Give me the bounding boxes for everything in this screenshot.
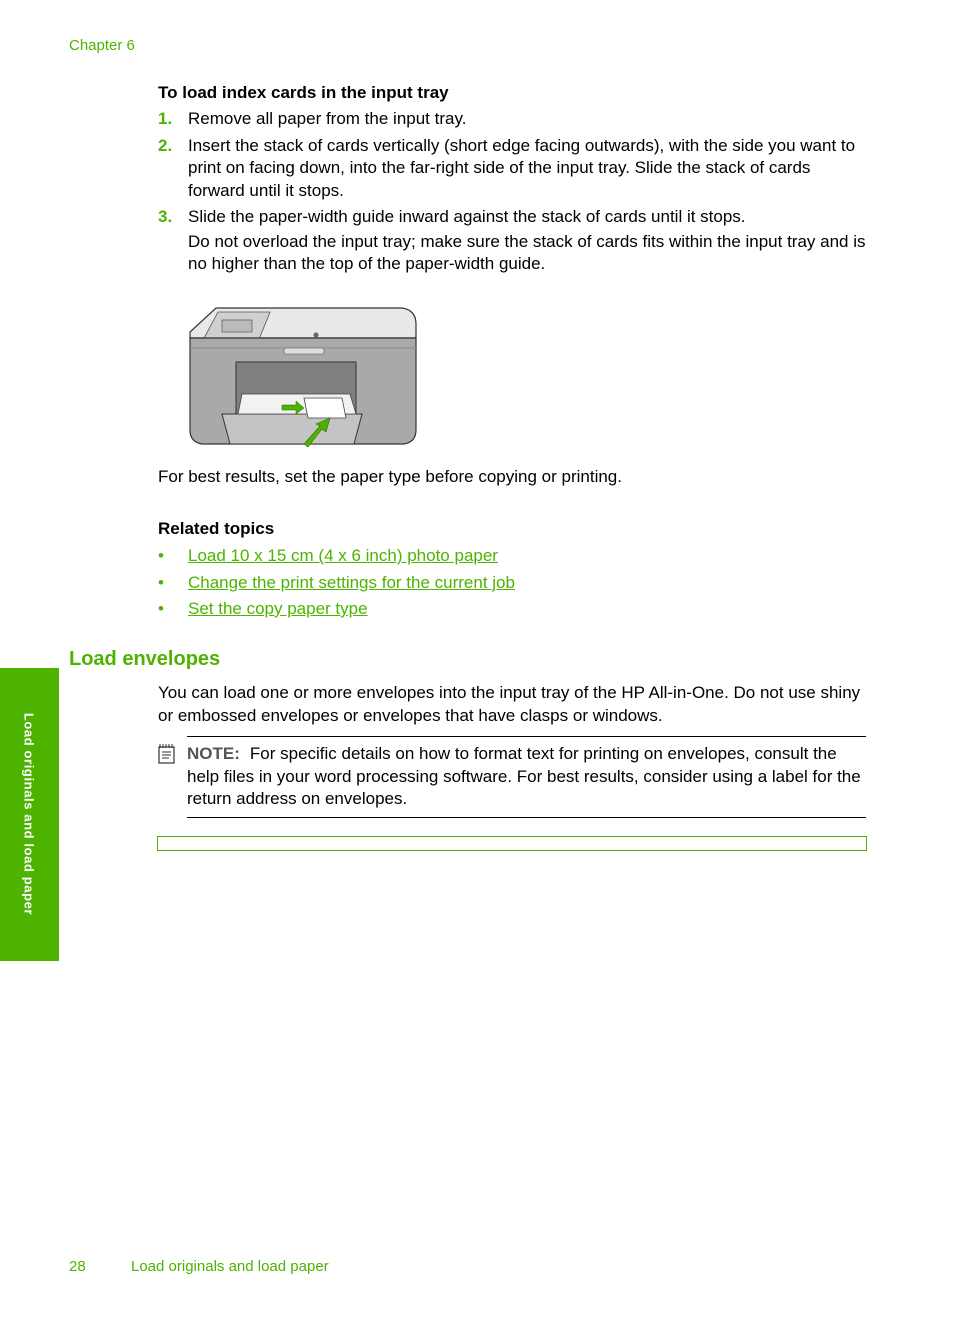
related-links-list [158, 545, 515, 625]
link-print-settings[interactable]: Change the print settings for the current job [188, 572, 515, 592]
step-text: Slide the paper-width guide inward against the stack of cards until it stops. [188, 207, 746, 226]
step-1 [158, 108, 870, 131]
note-divider-top [187, 736, 866, 737]
note-label: NOTE: [187, 744, 240, 763]
steps-list [158, 108, 870, 280]
step-extra-text: Do not overload the input tray; make sure the stack of cards fits within the input tray and is no higher than the top of the paper-width guide. [188, 231, 866, 273]
best-results-text: For best results, set the paper type before copying or printing. [158, 467, 622, 486]
step-text: Remove all paper from the input tray. [188, 109, 467, 128]
note-icon [157, 743, 179, 765]
list-item [158, 598, 515, 620]
step-2 [158, 135, 870, 203]
section-paragraph: You can load one or more envelopes into the input tray of the HP All-in-One. Do not use shiny or embossed envelopes or envelopes that have clasps or windows. [158, 683, 861, 725]
chapter-label: Chapter 6 [69, 37, 135, 54]
step-text: Insert the stack of cards vertically (short edge facing outwards), with the side you want to print on facing down, into the far-right side of the input tray. Slide the stack of cards forward until it stops. [188, 135, 856, 200]
note-text: For specific details on how to format text for printing on envelopes, consult the help files in your word processing software. For best results, consider using a label for the return address on envelopes. [187, 744, 861, 808]
green-rule-box [157, 836, 867, 851]
side-tab-label: Load originals and load paper [21, 712, 37, 916]
printer-illustration [186, 302, 420, 452]
related-topics-heading: Related topics [158, 519, 275, 538]
side-tab [0, 668, 59, 961]
bullet: • [158, 546, 164, 565]
list-item [158, 545, 515, 567]
step-number: 3. [158, 207, 173, 226]
footer-title: Load originals and load paper [131, 1258, 329, 1275]
list-item [158, 572, 515, 594]
bullet: • [158, 572, 164, 592]
note-divider-bottom [187, 817, 866, 818]
step-number: 1. [158, 109, 173, 128]
link-copy-paper-type[interactable]: Set the copy paper type [188, 599, 368, 618]
step-3 [158, 206, 870, 276]
section-heading: Load envelopes [69, 648, 221, 670]
step-number: 2. [158, 135, 173, 155]
page-number: 28 [69, 1258, 86, 1275]
note-body [187, 743, 869, 811]
bullet: • [158, 599, 164, 618]
procedure-title: To load index cards in the input tray [158, 83, 449, 102]
link-photo-paper[interactable]: Load 10 x 15 cm (4 x 6 inch) photo paper [188, 546, 498, 565]
